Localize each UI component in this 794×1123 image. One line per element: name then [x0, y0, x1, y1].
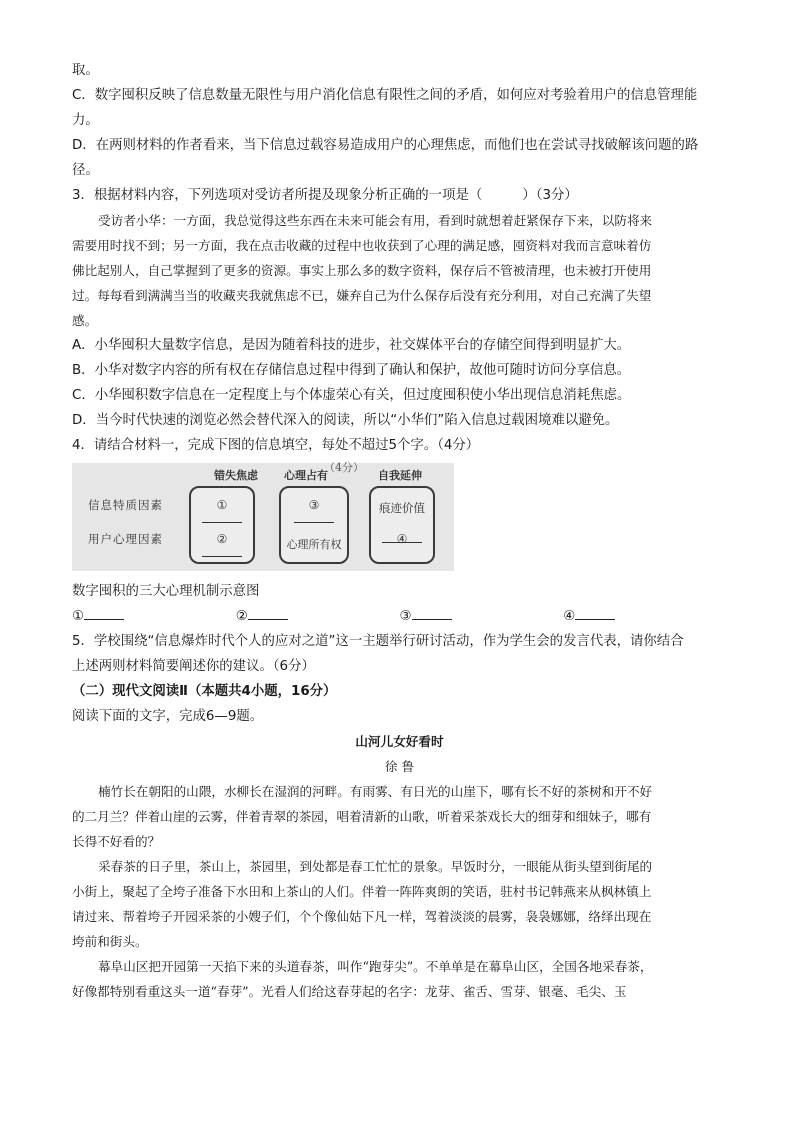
exam-page: [72, 58, 727, 1004]
q2-option-d-cont: 径。: [72, 163, 99, 178]
blank-marker: ③: [308, 498, 320, 512]
figure-cell-text: 痕迹价值: [379, 501, 425, 515]
q2-option-c: C．数字囤积反映了信息数量无限性与用户消化信息有限性之间的矛盾，如何应对考验着用户的信息管理能: [72, 88, 698, 103]
answer-line[interactable]: [412, 619, 452, 620]
figure-truncated-text: （4分）: [324, 461, 364, 474]
q3-quote: 过。每每看到满满当当的收藏夹我就焦虑不已，嫌弃自己为什么保存后没有充分利用，对自己充满了失望: [72, 288, 652, 303]
q2-option-d: D．在两则材料的作者看来，当下信息过载容易造成用户的心理焦虑，而他们也在尝试寻找破解该问题的路: [72, 138, 699, 153]
answer-marker: ④: [563, 609, 576, 624]
q5-stem: 5．学校围绕“信息爆炸时代个人的应对之道”这一主题举行研讨活动，作为学生会的发言代表，请你结合: [72, 634, 684, 649]
q4-stem: 4．请结合材料一，完成下图的信息填空，每处不超过5个字。（4分）: [72, 438, 480, 453]
figure-caption: 数字囤积的三大心理机制示意图: [72, 584, 260, 599]
figure-cell-text: 心理所有权: [286, 538, 342, 551]
figure-box-psych-possession: [279, 486, 349, 564]
blank-line: [202, 522, 242, 523]
continuation-text: 取。: [72, 63, 99, 78]
q3-stem: 3．根据材料内容，下列选项对受访者所提及现象分析正确的一项是（ ）（3分）: [72, 188, 578, 203]
article-paragraph: 长得不好看的？: [72, 834, 161, 849]
q3-quote: 感。: [72, 313, 98, 328]
article-author: 徐 鲁: [384, 759, 415, 774]
figure-box-self-extension: [369, 486, 435, 564]
q3-option-a: A．小华囤积大量数字信息，是因为随着科技的进步，社交媒体平台的存储空间得到明显扩大。: [72, 338, 631, 353]
q2-option-c-cont: 力。: [72, 113, 99, 128]
figure-col-head: 心理占有: [284, 469, 328, 482]
article-paragraph: 楠竹长在朝阳的山隈，水柳长在湿润的河畔。有雨雾、有日光的山崖下，哪有长不好的茶树和开不好: [98, 784, 653, 799]
answer-marker: ①: [72, 609, 85, 624]
blank-line: [202, 556, 242, 557]
answer-marker: ②: [235, 609, 248, 624]
q4-figure: [72, 463, 454, 571]
figure-row-label: 信息特质因素: [88, 498, 163, 512]
q3-quote: 受访者小华：一方面，我总觉得这些东西在未来可能会有用，看到时就想着赶紧保存下来，以防将来: [98, 213, 653, 228]
answer-line[interactable]: [248, 619, 288, 620]
figure-box-missing-anxiety: [189, 486, 255, 564]
answer-line[interactable]: [84, 619, 124, 620]
q3-option-c: C．小华囤积数字信息在一定程度上与个体虚荣心有关，但过度囤积使小华出现信息消耗焦虑。: [72, 388, 631, 403]
article-paragraph: 幕阜山区把开园第一天掐下来的头道春茶，叫作“跑芽尖”。不单单是在幕阜山区，全国各地采春茶，: [98, 959, 653, 974]
article-paragraph: 小街上，聚起了全垮子准备下水田和上茶山的人们。伴着一阵阵爽朗的笑语，驻村书记韩燕来从枫林镇上: [72, 884, 652, 899]
blank-line: [294, 522, 334, 523]
article-paragraph: 请过来、帮着垮子开园采茶的小嫂子们，个个像仙姑下凡一样，驾着淡淡的晨雾，袅袅娜娜，络绎出现在: [72, 909, 652, 924]
figure-row-label: 用户心理因素: [88, 532, 163, 546]
figure-col-head: 自我延伸: [378, 469, 422, 482]
section-instruction: 阅读下面的文字，完成6—9题。: [72, 709, 264, 724]
article-paragraph: 采春茶的日子里，茶山上，茶园里，到处都是春工忙忙的景象。早饭时分，一眼能从街头望到街尾的: [98, 859, 653, 874]
article-paragraph: 的二月兰？伴着山崖的云雾，伴着青翠的茶园，唱着清新的山歌，听着采茶戏长大的细芽和细妹子，哪有: [72, 809, 652, 824]
article-paragraph: 垮前和街头。: [72, 934, 148, 949]
article-title: 山河儿女好看时: [355, 734, 444, 749]
q3-option-d: D．当今时代快速的浏览必然会替代深入的阅读，所以“小华们”陷入信息过载困境难以避免。: [72, 413, 619, 428]
figure-col-head: 错失焦虑: [214, 469, 258, 482]
article-paragraph: 好像都特别看重这头一道“春芽”。光看人们给这春芽起的名字：龙芽、雀舌、雪芽、银毫、毛尖、玉: [72, 984, 627, 999]
q4-answer-blanks: [72, 604, 727, 629]
q3-option-b: B．小华对数字内容的所有权在存储信息过程中得到了确认和保护，故他可随时访问分享信息。: [72, 363, 631, 378]
section-heading: （二）现代文阅读Ⅱ（本题共4小题，16分）: [72, 684, 337, 699]
answer-marker: ③: [399, 609, 412, 624]
blank-marker: ④: [396, 532, 408, 546]
q5-stem-cont: 上述两则材料简要阐述你的建议。（6分）: [72, 659, 315, 674]
q3-quote: 佛比起别人，自己掌握到了更多的资源。事实上那么多的数字资料，保存后不管被清理，也未被打开使用: [72, 263, 652, 278]
answer-line[interactable]: [575, 619, 615, 620]
blank-marker: ①: [216, 498, 228, 512]
blank-marker: ②: [216, 532, 228, 546]
q3-quote: 需要用时找不到；另一方面，我在点击收藏的过程中也收获到了心理的满足感，囤资料对我而言意味着仿: [72, 238, 652, 253]
